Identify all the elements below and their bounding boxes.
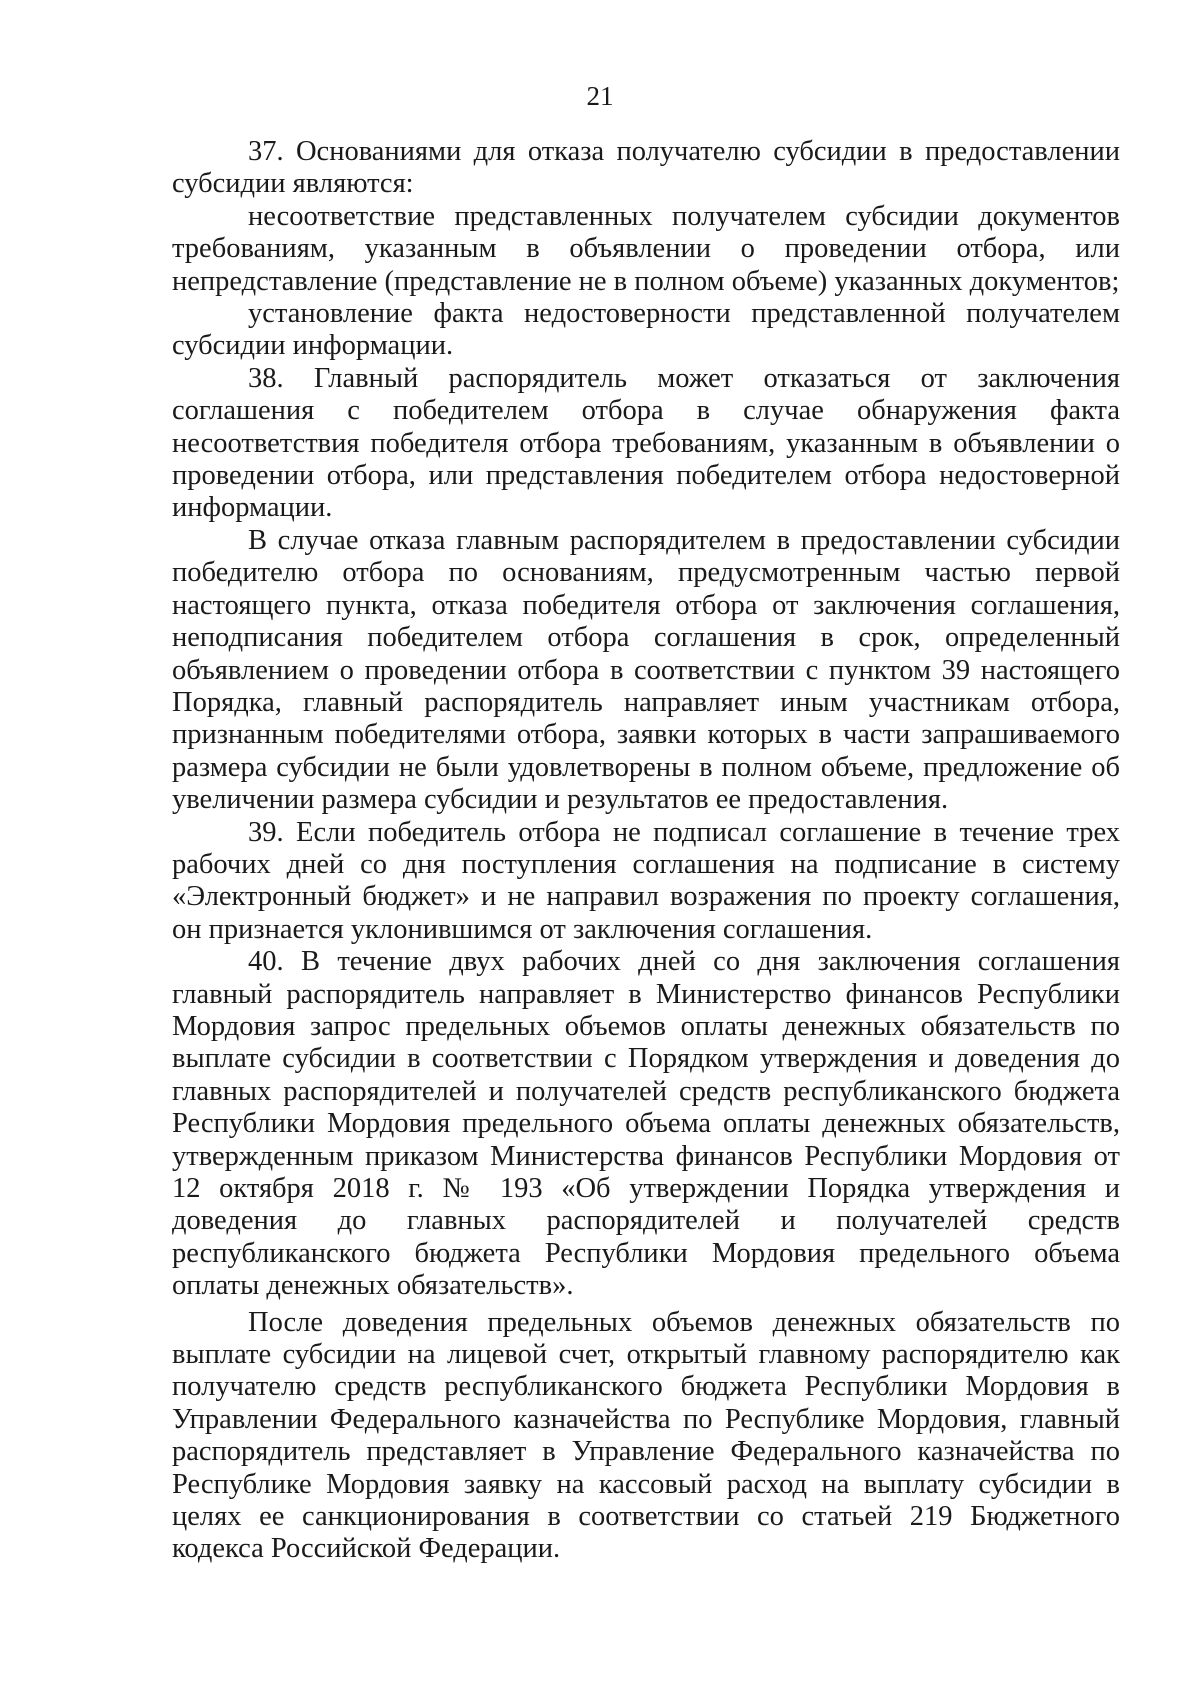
paragraph-37-reason-2: установление факта недостоверности представленной получателем субсидии информации. [172, 298, 1120, 362]
paragraph-39: 39. Если победитель отбора не подписал соглашение в течение трех рабочих дней со дня поступления соглашения на подписание в систему «Электронный бюджет» и не направил возражения по проекту соглашения, он признается уклонившимся от заключения соглашения. [172, 816, 1120, 945]
page-number: 21 [586, 81, 614, 111]
paragraph-37: 37. Основаниями для отказа получателю субсидии в предоставлении субсидии являются: [172, 136, 1120, 200]
paragraph-40-treasury: После доведения предельных объемов денежных обязательств по выплате субсидии на лицевой счет, открытый главному распорядителю как получателю средств республиканского бюджета Республики Мордовия в Управлении Федерального казначейства по Республике Мордовия, главный распорядитель представляет в Управление Федерального казначейства по Республике Мордовия заявку на кассовый расход на выплату субсидии в целях ее санкционирования в соответствии со статьей 219 Бюджетного кодекса Российской Федерации. [172, 1306, 1120, 1565]
paragraph-38: 38. Главный распорядитель может отказаться от заключения соглашения с победителем отбора в случае обнаружения факта несоответствия победителя отбора требованиям, указанным в объявлении о проведении отбора, или представления победителем отбора недостоверной информации. [172, 362, 1120, 524]
paragraph-38-refusal: В случае отказа главным распорядителем в предоставлении субсидии победителю отбора по основаниям, предусмотренным частью первой настоящего пункта, отказа победителя отбора от заключения соглашения, неподписания победителем отбора соглашения в срок, определенный объявлением о проведении отбора в соответствии с пунктом 39 настоящего Порядка, главный распорядитель направляет иным участникам отбора, признанным победителями отбора, заявки которых в части запрашиваемого размера субсидии не были удовлетворены в полном объеме, предложение об увеличении размера субсидии и результатов ее предоставления. [172, 524, 1120, 816]
document-body [172, 136, 1120, 1566]
paragraph-40: 40. В течение двух рабочих дней со дня заключения соглашения главный распорядитель направляет в Министерство финансов Республики Мордовия запрос предельных объемов оплаты денежных обязательств по выплате субсидии в соответствии с Порядком утверждения и доведения до главных распорядителей и получателей средств республиканского бюджета Республики Мордовия предельного объема оплаты денежных обязательств, утвержденным приказом Министерства финансов Республики Мордовия от 12 октября 2018 г. № 193 «Об утверждении Порядка утверждения и доведения до главных распорядителей и получателей средств республиканского бюджета Республики Мордовия предельного объема оплаты денежных обязательств». [172, 946, 1120, 1302]
paragraph-37-reason-1: несоответствие представленных получателем субсидии документов требованиям, указанным в объявлении о проведении отбора, или непредставление (представление не в полном объеме) указанных документов; [172, 200, 1120, 297]
